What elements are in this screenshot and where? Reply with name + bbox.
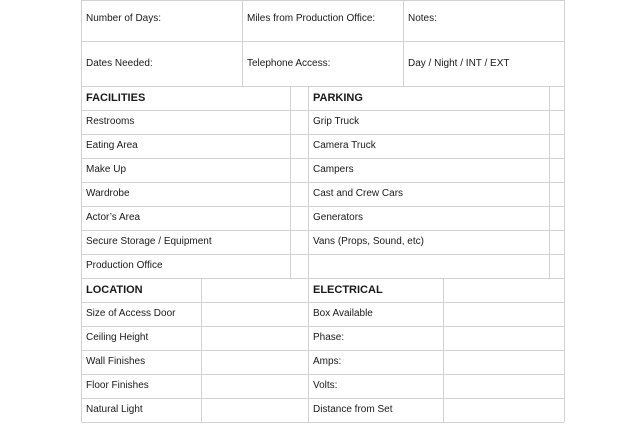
location-heading: LOCATION: [86, 284, 143, 296]
border-line: [81, 278, 564, 279]
facilities-item-make-up: Make Up: [86, 164, 127, 175]
location-item-wall-finishes: Wall Finishes: [86, 356, 146, 367]
facilities-item-restrooms: Restrooms: [86, 116, 135, 127]
dates-needed-label: Dates Needed:: [86, 58, 153, 69]
facilities-item-wardrobe: Wardrobe: [86, 188, 130, 199]
border-line: [290, 86, 291, 278]
parking-item-grip-truck: Grip Truck: [313, 116, 360, 127]
facilities-heading: FACILITIES: [86, 92, 146, 104]
parking-item-campers: Campers: [313, 164, 354, 175]
border-line: [81, 230, 564, 231]
electrical-item-box-available: Box Available: [313, 308, 373, 319]
number-of-days-label: Number of Days:: [86, 13, 162, 24]
border-line: [81, 110, 564, 111]
border-line: [308, 278, 309, 422]
border-line: [81, 350, 564, 351]
location-item-natural-light: Natural Light: [86, 404, 143, 415]
border-line: [564, 86, 565, 278]
border-line: [81, 326, 564, 327]
border-line: [81, 182, 564, 183]
border-line: [81, 41, 564, 42]
border-line: [81, 134, 564, 135]
border-line: [81, 86, 82, 278]
border-line: [81, 278, 82, 422]
border-line: [564, 0, 565, 86]
miles-from-production-office-label: Miles from Production Office:: [247, 13, 376, 24]
border-line: [564, 278, 565, 422]
electrical-item-volts: Volts:: [313, 380, 338, 391]
border-line: [81, 254, 564, 255]
border-line: [81, 86, 564, 87]
border-line: [81, 374, 564, 375]
border-line: [443, 278, 444, 422]
border-line: [81, 0, 564, 1]
notes-label: Notes:: [408, 13, 437, 24]
border-line: [81, 398, 564, 399]
facilities-item-eating-area: Eating Area: [86, 140, 138, 151]
electrical-item-amps: Amps:: [313, 356, 342, 367]
border-line: [549, 86, 550, 278]
telephone-access-label: Telephone Access:: [247, 58, 331, 69]
border-line: [81, 422, 564, 423]
parking-item-camera-truck: Camera Truck: [313, 140, 376, 151]
electrical-heading: ELECTRICAL: [313, 284, 383, 296]
border-line: [403, 0, 404, 86]
border-line: [201, 278, 202, 422]
border-line: [242, 0, 243, 86]
border-line: [81, 0, 82, 86]
location-item-floor-finishes: Floor Finishes: [86, 380, 149, 391]
border-line: [81, 206, 564, 207]
day-night-int-ext-label: Day / Night / INT / EXT: [408, 58, 510, 69]
location-item-access-door: Size of Access Door: [86, 308, 176, 319]
parking-item-generators: Generators: [313, 212, 364, 223]
electrical-item-phase: Phase:: [313, 332, 345, 343]
facilities-item-actors-area: Actor’s Area: [86, 212, 141, 223]
border-line: [81, 158, 564, 159]
parking-heading: PARKING: [313, 92, 363, 104]
parking-item-cast-crew-cars: Cast and Crew Cars: [313, 188, 404, 199]
electrical-item-distance-from-set: Distance from Set: [313, 404, 393, 415]
facilities-item-production-office: Production Office: [86, 260, 163, 271]
border-line: [81, 302, 564, 303]
facilities-item-secure-storage: Secure Storage / Equipment: [86, 236, 212, 247]
border-line: [308, 86, 309, 278]
location-item-ceiling-height: Ceiling Height: [86, 332, 149, 343]
parking-item-vans: Vans (Props, Sound, etc): [313, 236, 424, 247]
